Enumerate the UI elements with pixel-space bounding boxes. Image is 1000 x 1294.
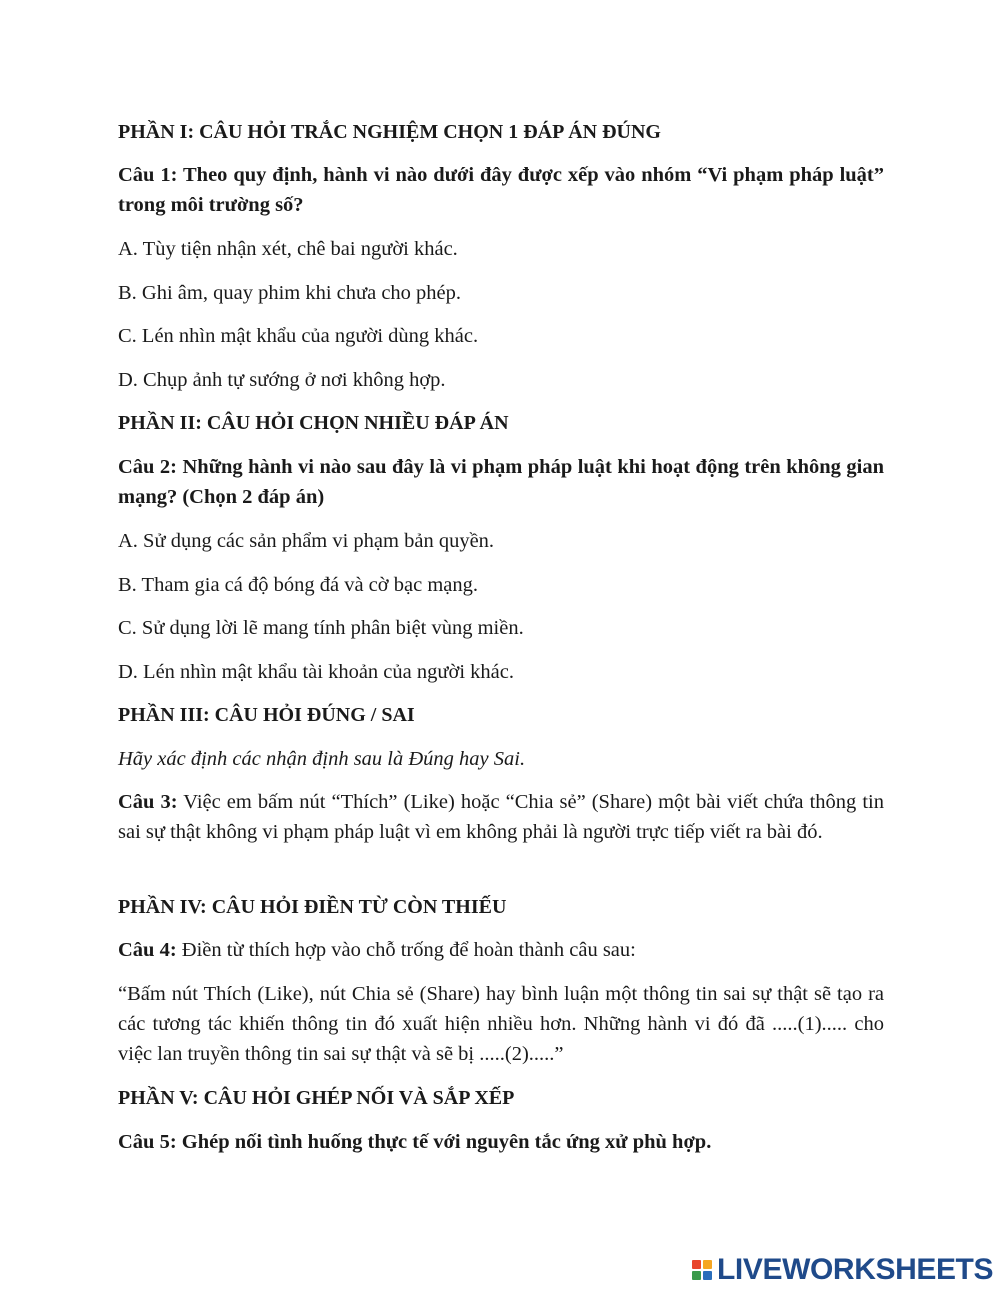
q1-option-d: D. Chụp ảnh tự sướng ở nơi không hợp. <box>118 369 446 391</box>
question-4-label: Câu 4: <box>118 939 177 961</box>
part1-heading: PHẦN I: CÂU HỎI TRẮC NGHIỆM CHỌN 1 ĐÁP ÁN ĐÚNG <box>118 121 661 143</box>
q1-option-c: C. Lén nhìn mật khẩu của người dùng khác. <box>118 325 479 347</box>
fill-in-passage: “Bấm nút Thích (Like), nút Chia sẻ (Share) hay bình luận một thông tin sai sự thật sẽ tạo ra các tương tác khiến thông tin đó xuất hiện nhiều hơn. Những hành vi đó đã .....(1)..... cho việc lan truyền thông tin sai sự thật và sẽ bị .....(2).....” <box>118 983 884 1065</box>
liveworksheets-logo <box>692 1252 993 1288</box>
question-2: Câu 2: Những hành vi nào sau đây là vi phạm pháp luật khi hoạt động trên không gian mạng? (Chọn 2 đáp án) <box>118 456 884 508</box>
question-1: Câu 1: Theo quy định, hành vi nào dưới đây được xếp vào nhóm “Vi phạm pháp luật” trong môi trường số? <box>118 164 884 216</box>
q2-option-c: C. Sử dụng lời lẽ mang tính phân biệt vùng miền. <box>118 617 524 639</box>
q2-option-a: A. Sử dụng các sản phẩm vi phạm bản quyền. <box>118 530 495 552</box>
part5-heading: PHẦN V: CÂU HỎI GHÉP NỐI VÀ SẮP XẾP <box>118 1087 515 1109</box>
liveworksheets-logo-icon <box>692 1260 712 1280</box>
part3-instruction: Hãy xác định các nhận định sau là Đúng hay Sai. <box>118 748 526 770</box>
question-3 <box>118 787 884 847</box>
q2-option-d: D. Lén nhìn mật khẩu tài khoản của người khác. <box>118 661 514 683</box>
liveworksheets-logo-text: LIVEWORKSHEETS <box>717 1253 994 1286</box>
question-3-text: Việc em bấm nút “Thích” (Like) hoặc “Chia sẻ” (Share) một bài viết chứa thông tin sai sự thật không vi phạm pháp luật vì em không phải là người trực tiếp viết ra bài đó. <box>118 791 884 843</box>
q1-option-a: A. Tùy tiện nhận xét, chê bai người khác. <box>118 238 458 260</box>
question-4-text: Điền từ thích hợp vào chỗ trống để hoàn thành câu sau: <box>176 939 636 961</box>
question-4 <box>118 935 884 965</box>
part3-heading: PHẦN III: CÂU HỎI ĐÚNG / SAI <box>118 704 415 726</box>
q2-option-b: B. Tham gia cá độ bóng đá và cờ bạc mạng. <box>118 574 478 596</box>
part2-heading: PHẦN II: CÂU HỎI CHỌN NHIỀU ĐÁP ÁN <box>118 412 509 434</box>
question-5: Câu 5: Ghép nối tình huống thực tế với nguyên tắc ứng xử phù hợp. <box>118 1131 712 1153</box>
part4-heading: PHẦN IV: CÂU HỎI ĐIỀN TỪ CÒN THIẾU <box>118 896 507 918</box>
question-3-label: Câu 3: <box>118 791 178 813</box>
q1-option-b: B. Ghi âm, quay phim khi chưa cho phép. <box>118 282 462 304</box>
